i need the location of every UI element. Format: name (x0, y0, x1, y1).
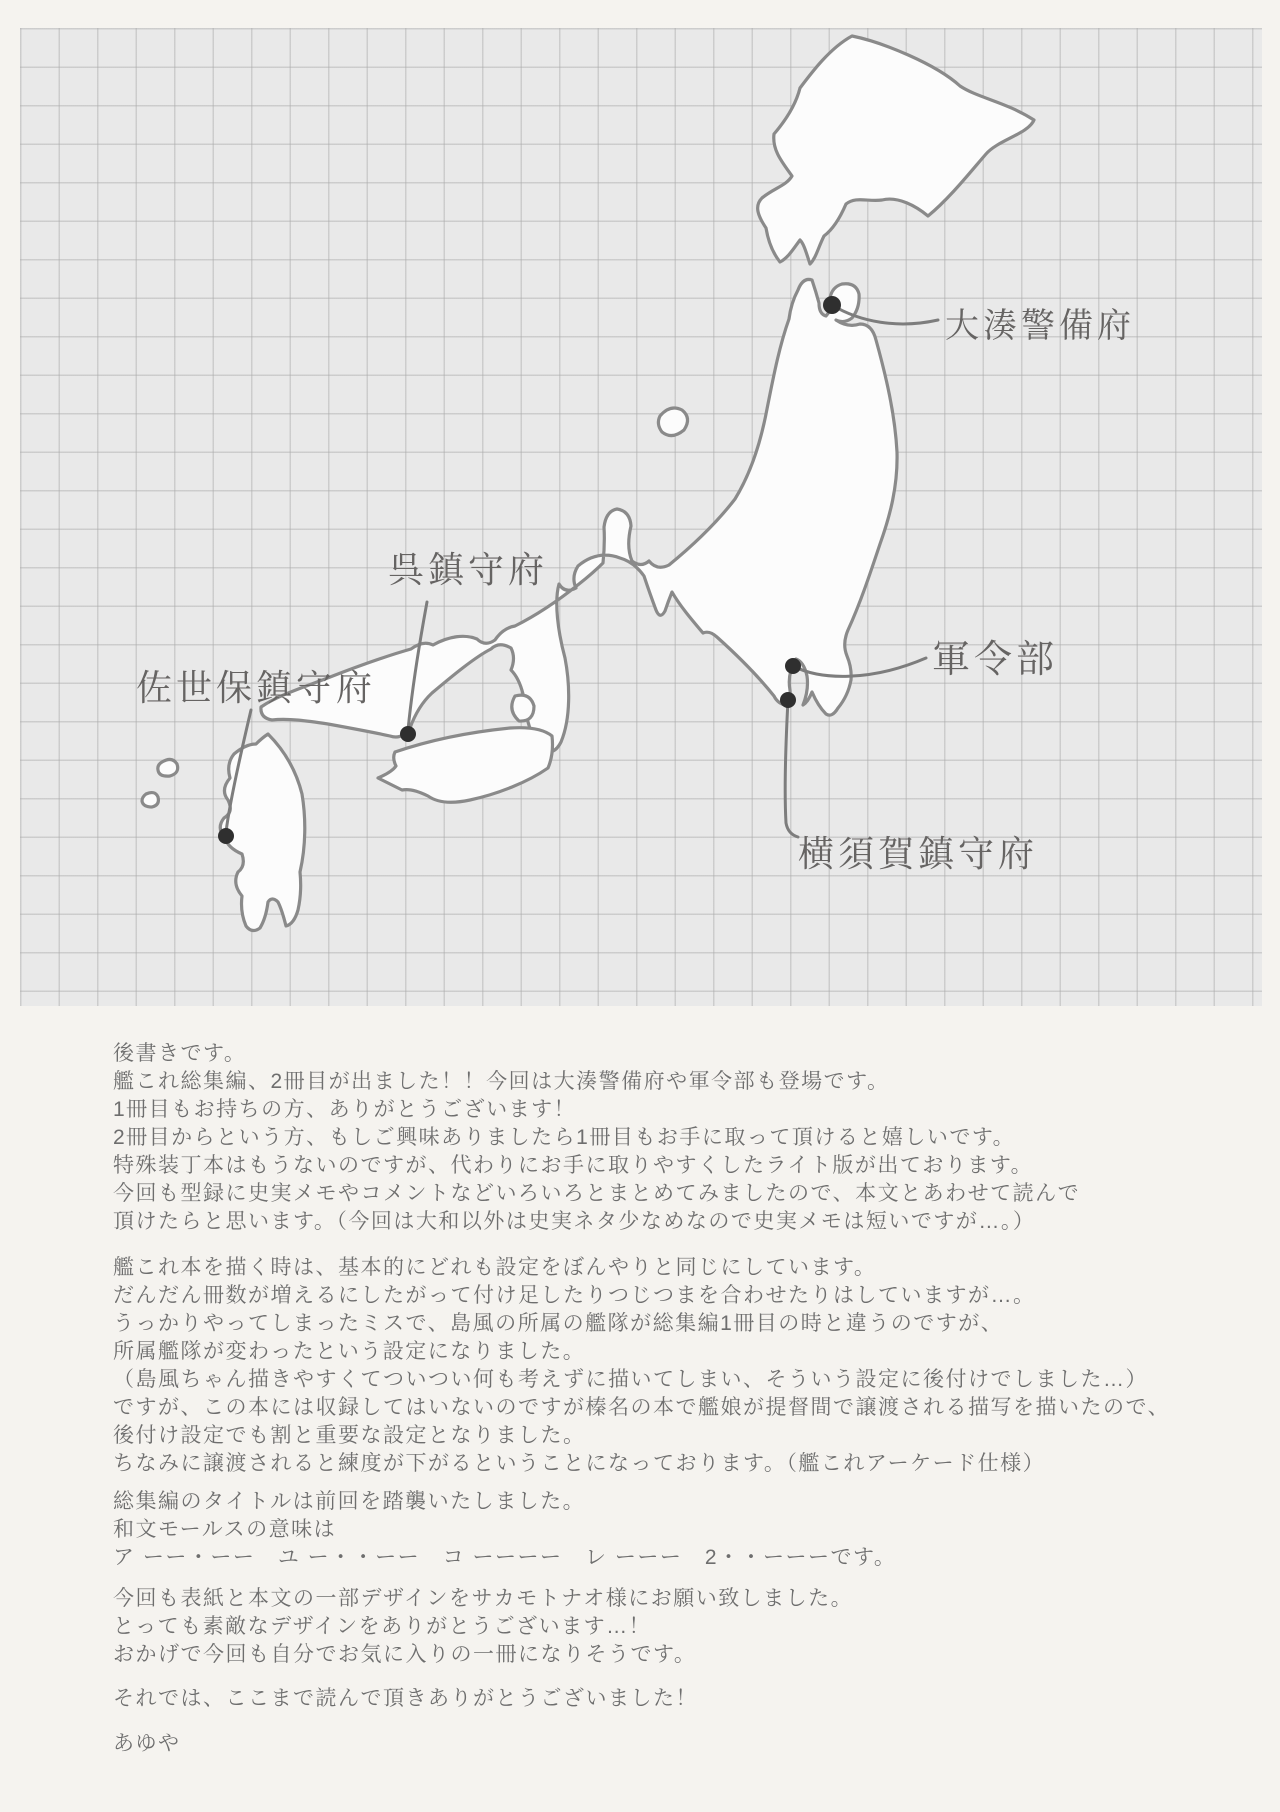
afterword-paragraph-4 (113, 1585, 1233, 1669)
text-line: （島風ちゃん描きやすくてついつい何も考えずに描いてしまい、そういう設定に後付けでしました…） (113, 1368, 1148, 1391)
hokkaido-outline (758, 36, 1034, 264)
text-line: 今回も型録に史実メモやコメントなどいろいろとまとめてみましたので、本文とあわせて読んで (113, 1182, 1081, 1205)
afterword-text-block (113, 1040, 1233, 1758)
small-island-west-1 (158, 759, 178, 776)
afterword-paragraph-3 (113, 1488, 1233, 1572)
morse-code-line: ア ーー・ーー ユ ー・・ーー コ ーーーー レ ーーー 2・・ーーーです。 (113, 1546, 897, 1569)
text-line: 2冊目からという方、もしご興味ありましたら1冊目もお手に取って頂けると嬉しいです。 (113, 1126, 1016, 1149)
yokosuka-leader-line (785, 700, 798, 837)
text-line: それでは、ここまで読んで頂きありがとうございました！ (113, 1687, 698, 1710)
label-sasebo-naval-district: 佐世保鎮守府 (136, 667, 377, 708)
afterword-paragraph-5 (113, 1685, 1233, 1713)
ominato-marker-dot (823, 296, 841, 314)
text-line: 後付け設定でも割と重要な設定となりました。 (113, 1424, 586, 1447)
text-line: だんだん冊数が増えるにしたがって付け足したりつじつまを合わせたりはしていますが…。 (113, 1284, 1036, 1307)
text-line: 艦これ総集編、2冊目が出ました！！今回は大湊警備府や軍令部も登場です。 (113, 1070, 890, 1093)
label-navy-general-staff: 軍令部 (932, 639, 1059, 681)
label-ominato-guard-district: 大湊警備府 (945, 307, 1135, 345)
text-line: 今回も表紙と本文の一部デザインをサカモトナオ様にお願い致しました。 (113, 1587, 854, 1610)
text-line: ちなみに譲渡されると練度が下がるということになっております。（艦これアーケード仕様） (113, 1452, 1046, 1475)
text-line: 1冊目もお持ちの方、ありがとうございます！ (113, 1098, 577, 1121)
japan-map-panel (20, 28, 1262, 1006)
text-line: 所属艦隊が変わったという設定になりました。 (113, 1340, 586, 1363)
japan-map-svg (20, 28, 1262, 1006)
sasebo-marker-dot (218, 828, 234, 844)
sado-island (658, 408, 687, 436)
text-line: とっても素敵なデザインをありがとうございます…！ (113, 1615, 652, 1638)
label-kure-naval-district: 呉鎮守府 (388, 549, 549, 590)
text-line: 和文モールスの意味は (113, 1518, 337, 1541)
signature-line: あゆや (113, 1732, 181, 1755)
label-yokosuka-naval-district: 横須賀鎮守府 (798, 833, 1039, 874)
text-line: 後書きです。 (113, 1042, 247, 1065)
small-island-west-2 (142, 793, 158, 807)
text-line: 総集編のタイトルは前回を踏襲いたしました。 (113, 1490, 586, 1513)
gunreibu-marker-dot (785, 658, 801, 674)
text-line: ですが、この本には収録してはいないのですが榛名の本で艦娘が提督間で譲渡される描写を描いたので、 (113, 1396, 1171, 1419)
text-line: 特殊装丁本はもうないのですが、代わりにお手に取りやすくしたライト版が出ております。 (113, 1154, 1034, 1177)
awaji-island (512, 695, 534, 721)
yokosuka-marker-dot (780, 692, 796, 708)
text-line: 艦これ本を描く時は、基本的にどれも設定をぼんやりと同じにしています。 (113, 1256, 877, 1279)
afterword-paragraph-2 (113, 1254, 1233, 1478)
text-line: 頂けたらと思います。（今回は大和以外は史実ネタ少なめなので史実メモは短いですが…。） (113, 1210, 1036, 1233)
text-line: うっかりやってしまったミスで、島風の所属の艦隊が総集編1冊目の時と違うのですが、 (113, 1312, 1004, 1335)
author-signature (113, 1730, 1233, 1758)
kure-marker-dot (400, 726, 416, 742)
afterword-paragraph-1 (113, 1040, 1233, 1236)
text-line: おかげで今回も自分でお気に入りの一冊になりそうです。 (113, 1643, 697, 1666)
